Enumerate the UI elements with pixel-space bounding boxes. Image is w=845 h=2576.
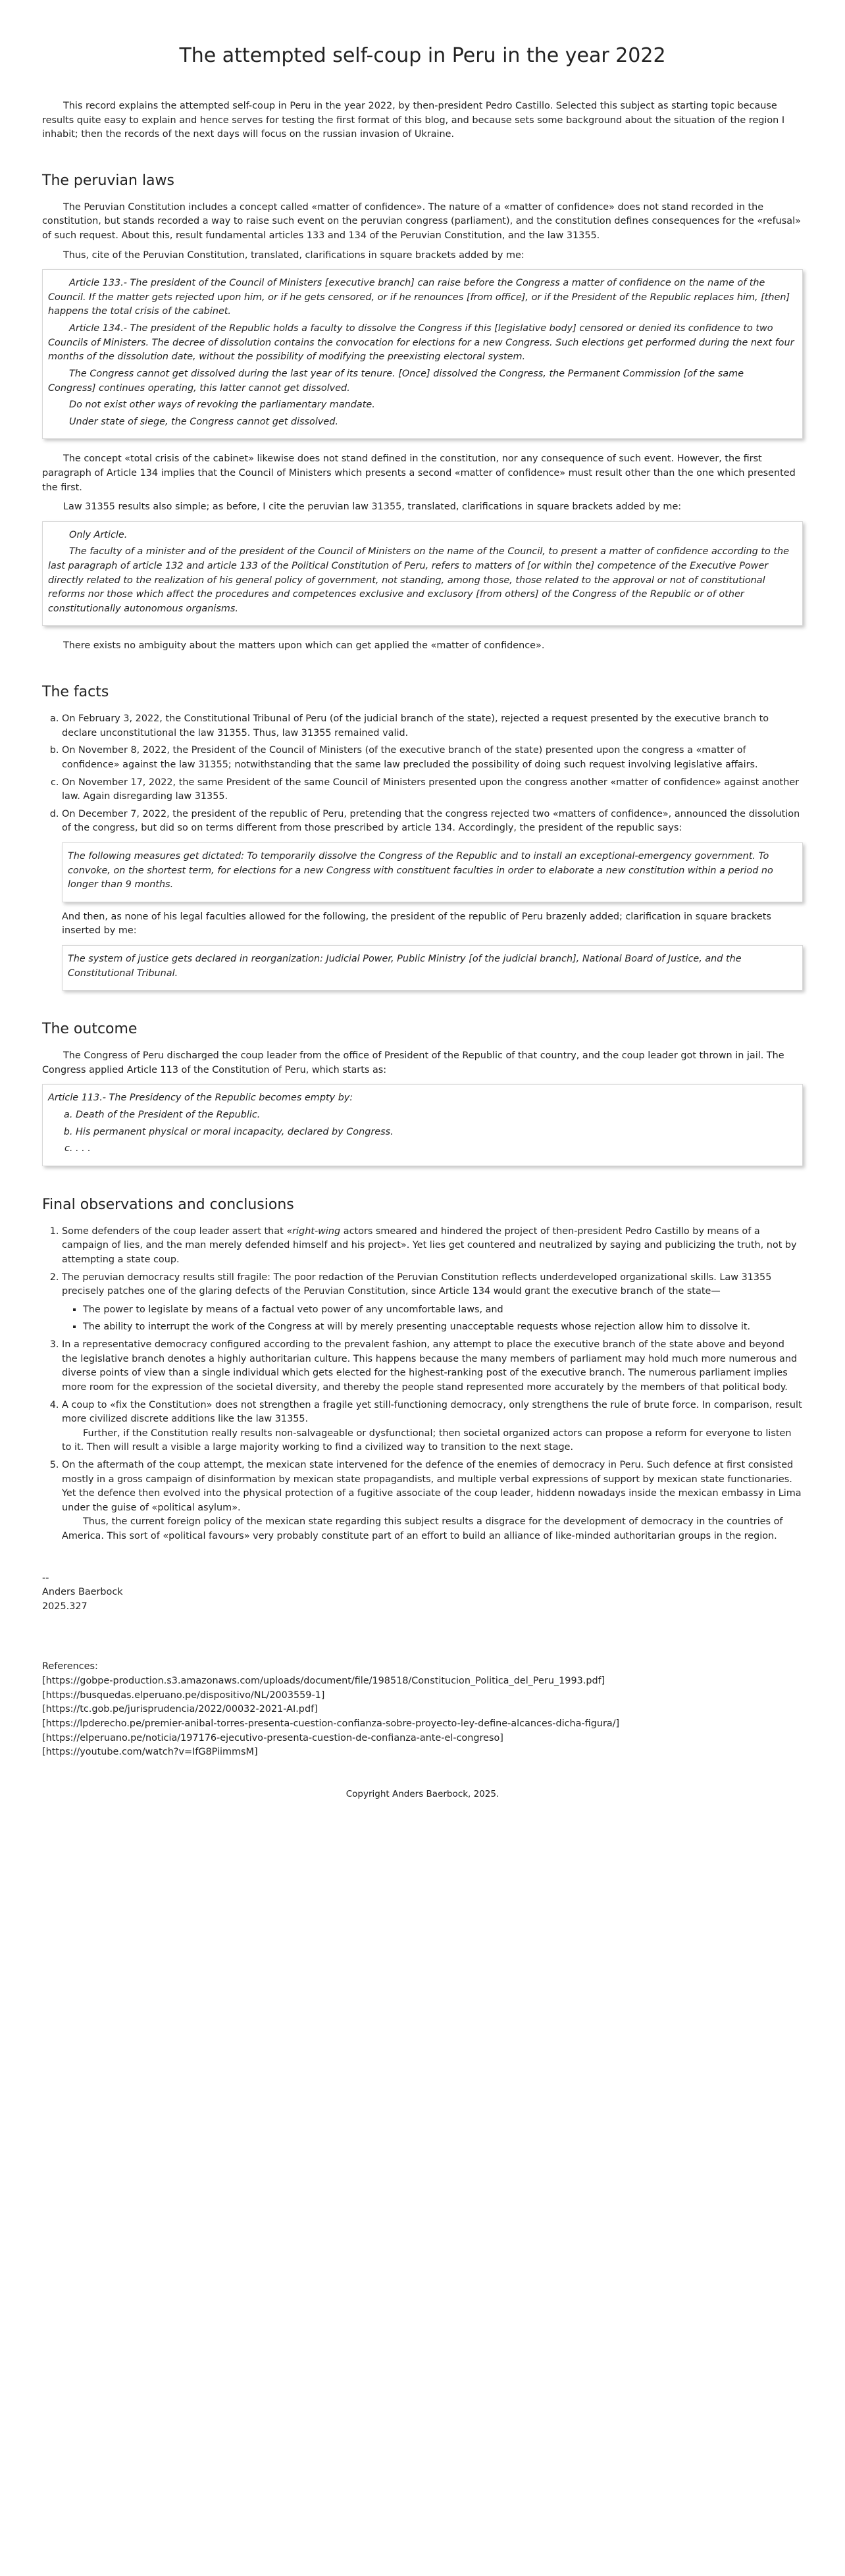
justice-quote [62,945,803,991]
quote-article-133: Article 133.- The president of the Council of Ministers [executive branch] can raise before the Congress a matter of confidence on the name of the Council. If the matter gets rejected upon him, or if he gets censored, or if he renounces [from office], or if the President of the Republic replaces him, [then] happens the total crisis of the cabinet. [48,278,790,317]
list-item: b. On November 8, 2022, the President of the Council of Ministers (of the executive branch of the state) presented upon the congress a «matter of confidence» against the law 31355; notwithstanding that the same law precluded the possibility of doing such request involving legislative affairs. [62,744,803,772]
reference-link[interactable]: [https://tc.gob.pe/jurisprudencia/2022/00032-2021-AI.pdf] [42,1704,318,1715]
reference-link[interactable]: [https://elperuano.pe/noticia/197176-ejecutivo-presenta-cuestion-de-confianza-ante-el-congreso] [42,1732,503,1743]
quote-article-113: Article 113.- The Presidency of the Republic becomes empty by: [48,1093,353,1104]
conclusion-4-paragraph: Further, if the Constitution really results non-salvageable or dysfunctional; then societal organized actors can propose a reform for everyone to listen to it. Then will result a visible a large majority working to find a civilized way to transition to the next stage. [62,1428,792,1453]
conclusion-5-paragraph: Thus, the current foreign policy of the mexican state regarding this subject results a disgrace for the development of democracy in the countries of America. This sort of «political favours» very probably constitute part of an effort to build an alliance of like-minded authoritarian groups in the region. [62,1516,783,1542]
author-name: Anders Baerbock [42,1587,123,1598]
conclusion-4-text: A coup to «fix the Constitution» does not strengthen a fragile yet still-functioning democracy, only strengthens the rule of brute force. In comparison, result more civilized discrete additions like the law 31355. [62,1399,802,1425]
outcome-section [42,1018,803,1166]
list-item [62,1399,803,1455]
laws-paragraph-1: The Peruvian Constitution includes a concept called «matter of confidence». The nature of a «matter of confidence» does not stand recorded in the constitution, but stands recorded a way to raise such event on the peruvian congress (parliament), and the constitution defines consequences for the «refusal» of such request. About this, result fundamental articles 133 and 134 of the Peruvian Constitution, and the law 31355. [42,201,801,242]
facts-heading: The facts [42,684,109,701]
reference-link[interactable]: [https://gobpe-production.s3.amazonaws.com/uploads/document/file/198518/Constitucion_Politica_del_Peru_1993.pdf] [42,1676,605,1687]
final-section [42,1194,803,1544]
conclusions-list [42,1225,803,1544]
fact-d-text: On December 7, 2022, the president of the republic of Peru, pretending that the congress rejected two «matters of confidence», announced the dissolution of the congress, but did so on terms different from those prescribed by article 134. Accordingly, the president of the republic says: [62,808,800,834]
article-113-quote [42,1084,803,1166]
conclusion-1-text-a: Some defenders of the coup leader assert that « [62,1225,293,1237]
laws-paragraph-4: Law 31355 results also simple; as before, I cite the peruvian law 31355, translated, clarifications in square brackets added by me: [63,502,682,513]
quote-state-of-siege: Under state of siege, the Congress cannot get dissolved. [69,416,338,427]
conclusion-2-text: The peruvian democracy results still fragile: The poor redaction of the Peruvian Constitution reflects underdeveloped organizational skills. Law 31355 precisely patches one of the glaring defects of the Peruvian Constitution, since Article 134 would grant the executive branch of the state— [62,1272,772,1297]
law-31355-quote [42,521,803,627]
article-113-list [48,1108,794,1156]
conclusion-5-text: On the aftermath of the coup attempt, the mexican state intervened for the defence of the enemies of democracy in Peru. Such defence at first consisted mostly in a gross campaign of disinformation by mexican state propagandists, and multiple verbal expressions of support by mexican state functionaries. Yet the defence then evolved into the physical protection of a fugitive associate of the coup leader, hiddenn nowadays inside the mexican embassy in Lima under the guise of «political asylum». [62,1460,802,1513]
signature-dash: -- [42,1572,49,1584]
quote-only-article: Only Article. [69,529,128,540]
laws-paragraph-5: There exists no ambiguity about the matters upon which can get applied the «matter of confidence». [63,640,545,652]
laws-heading: The peruvian laws [42,172,174,189]
outcome-heading: The outcome [42,1021,138,1038]
quote-law-text: The faculty of a minister and of the president of the Council of Ministers on the name of the Council, to present a matter of confidence according to the last paragraph of article 132 and article 133 of the Political Constitution of Peru, refers to matters of [or within the] competence of the Executive Power directly related to the realization of his general policy of government, not standing, among those, those related to the approval or not of constitutional reforms nor those which affect the procedures and competences exclusive and exclusory [from others] of the Congress of the Republic or of other constitutionally autonomous organisms. [48,546,789,614]
laws-paragraph-2: Thus, cite of the Peruvian Constitution, translated, clarifications in square brackets added by me: [63,249,525,261]
page-title: The attempted self-coup in Peru in the year 2022 [179,44,666,67]
quote-no-other-ways: Do not exist other ways of revoking the parliamentary mandate. [69,399,375,411]
reference-link[interactable]: [https://busquedas.elperuano.pe/dispositivo/NL/2003559-1] [42,1689,325,1701]
list-item: ▪ The power to legislate by means of a factual veto power of any uncomfortable laws, and [83,1303,803,1318]
references [42,1660,803,1759]
laws-section [42,170,803,654]
list-item [62,1271,803,1334]
post-date: 2025.327 [42,1601,88,1612]
reference-link[interactable]: [https://lpderecho.pe/premier-anibal-torres-presenta-cuestion-confianza-sobre-proyecto-ley-define-alcances-dicha-figura/] [42,1718,620,1729]
list-item: ▪ The ability to interrupt the work of the Congress at will by merely presenting unacceptable requests whose rejection allow him to dissolve it. [83,1320,803,1335]
list-item: c. On November 17, 2022, the same President of the same Council of Ministers presented upon the congress another «matter of confidence» against another law. Again disregarding law 31355. [62,776,803,804]
facts-after-paragraph: And then, as none of his legal faculties allowed for the following, the president of the republic of Peru brazenly added; clarification in square brackets inserted by me: [62,911,771,937]
list-item: c. . . . [76,1142,794,1156]
final-heading: Final observations and conclusions [42,1196,294,1213]
dissolution-quote [62,842,803,902]
reference-link[interactable]: [https://youtube.com/watch?v=IfG8PiimmsM] [42,1747,258,1758]
quote-measures: The following measures get dictated: To temporarily dissolve the Congress of the Republic and to install an exceptional-emergency government. To convoke, on the shortest term, for elections for a new Congress with constituent faculties in order to elaborate a new constitution within a period no longer than 9 months. [68,850,773,890]
quote-congress-tenure: The Congress cannot get dissolved during the last year of its tenure. [Once] dissolved the Congress, the Permanent Commission [of the same Congress] continues operating, this latter cannot get dissolved. [48,368,744,394]
list-item: a. Death of the President of the Republic. [76,1108,794,1123]
quote-justice: The system of justice gets declared in reorganization: Judicial Power, Public Ministry [of the judicial branch], National Board of Justice, and the Constitutional Tribunal. [68,953,742,979]
constitution-quote [42,269,803,439]
conclusion-2-bullets [62,1303,803,1334]
list-item: a. On February 3, 2022, the Constitutional Tribunal of Peru (of the judicial branch of the state), rejected a request presented by the executive branch to declare unconstitutional the law 31355. Thus, law 31355 remained valid. [62,712,803,740]
quote-article-134: Article 134.- The president of the Republic holds a faculty to dissolve the Congress if this [legislative body] censored or denied its confidence to two Councils of Ministers. The decree of dissolution contains the convocation for elections for a new Congress. Such elections get performed during the next four months of the dissolution date, without the possibility of modifying the preexisting electoral system. [48,323,794,363]
list-item [62,808,803,991]
conclusion-1-emphasis: right-wing [292,1225,341,1237]
article [0,41,845,1801]
facts-list [42,712,803,991]
facts-section [42,681,803,991]
list-item: 3. In a representative democracy configured according to the prevalent fashion, any attempt to place the executive branch of the state above and beyond the legislative branch denotes a highly authoritarian culture. This happens because the many members of parliament may hold much more numerous and diverse points of view than a single individual which gets elected for the highest-ranking post of the executive branch. The numerous parliament implies more room for the expression of the societal diversity, and thereby the people stand represented more accurately by the members of that political body. [62,1338,803,1395]
outcome-paragraph: The Congress of Peru discharged the coup leader from the office of President of the Republic of that country, and the coup leader got thrown in jail. The Congress applied Article 113 of the Constitution of Peru, which starts as: [42,1050,784,1075]
list-item [62,1458,803,1544]
list-item [62,1225,803,1268]
references-label: References: [42,1661,98,1672]
conclusion-1-text-b: actors smeared and hindered the project of then-president Pedro Castillo by means of a campaign of lies, and the man merely defended himself and his project». Yet lies get countered and neutralized by saying and publicizing the truth, not by attempting a state coup. [62,1225,797,1266]
list-item: b. His permanent physical or moral incapacity, declared by Congress. [76,1125,794,1140]
signature [42,1572,803,1614]
copyright: Copyright Anders Baerbock, 2025. [346,1788,499,1799]
laws-paragraph-3: The concept «total crisis of the cabinet» likewise does not stand defined in the constitution, nor any consequence of such event. However, the first paragraph of Article 134 implies that the Council of Ministers which presents a second «matter of confidence» must result other than the one which presented the first. [42,453,796,493]
intro-paragraph: This record explains the attempted self-coup in Peru in the year 2022, by then-president Pedro Castillo. Selected this subject as starting topic because results quite easy to explain and hence serves for testing the first format of this blog, and because sets some background about the situation of the region I inhabit; then the records of the next days will focus on the russian invasion of Ukraine. [42,101,785,140]
